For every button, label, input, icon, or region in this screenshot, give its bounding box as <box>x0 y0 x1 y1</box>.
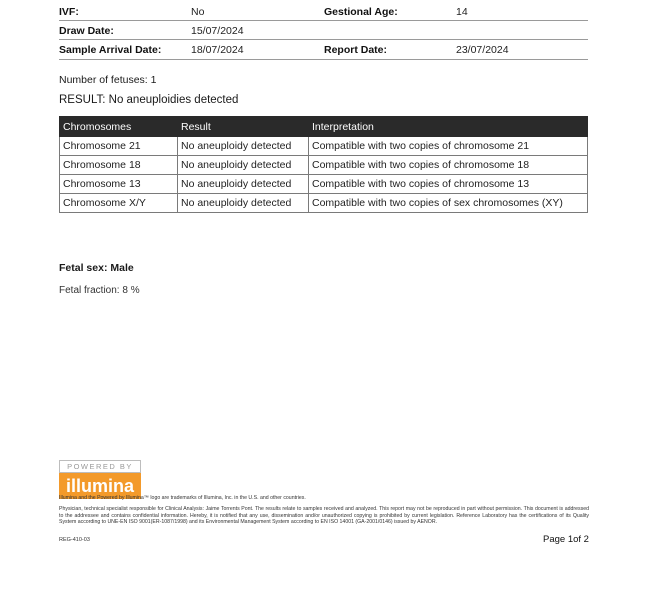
cell-result: No aneuploidy detected <box>178 175 309 194</box>
cell-chromosome: Chromosome X/Y <box>60 194 178 213</box>
illumina-wordmark: illumina <box>59 473 141 499</box>
column-header-interpretation: Interpretation <box>309 117 588 137</box>
powered-by-label: POWERED BY <box>59 460 141 473</box>
fetal-sex: Fetal sex: Male <box>59 262 134 274</box>
cell-chromosome: Chromosome 18 <box>60 156 178 175</box>
draw-date-label: Draw Date: <box>59 25 114 37</box>
page-number: Page 1of 2 <box>543 534 589 545</box>
report-date-value: 23/07/2024 <box>456 44 509 56</box>
draw-date-value: 15/07/2024 <box>191 25 244 37</box>
cell-result: No aneuploidy detected <box>178 137 309 156</box>
result-heading: RESULT: No aneuploidies detected <box>59 94 239 106</box>
sample-arrival-value: 18/07/2024 <box>191 44 244 56</box>
report-date-label: Report Date: <box>324 44 388 56</box>
cell-chromosome: Chromosome 21 <box>60 137 178 156</box>
fetuses-count: Number of fetuses: 1 <box>59 74 157 86</box>
cell-result: No aneuploidy detected <box>178 156 309 175</box>
sample-arrival-label: Sample Arrival Date: <box>59 44 162 56</box>
disclaimer: Physician, technical specialist responsible for Clinical Analysis: Jaime Torrents Pont. The results relate to samples received and analyzed. This report may not be reproduced in part without permission. This document is addressed to the addressee and contains confidential information. Hereby, it is notified that any use, dissemination and/or unauthorized copying is prohibited by current legislation. Reference Laboratory has the certifications of its Quality System according to UNE-EN ISO 9001(ER-1087/1998) and its Environmental Management System according to EN ISO 14001 (GA-2001/0146) issued by AENOR. <box>59 506 589 525</box>
cell-interpretation: Compatible with two copies of chromosome 13 <box>309 175 588 194</box>
trademark-note: Illumina and the Powered by Illumina™ logo are trademarks of Illumina, Inc. in the U.S. and other countries. <box>59 495 306 501</box>
cell-chromosome: Chromosome 13 <box>60 175 178 194</box>
gestational-age-value: 14 <box>456 6 468 18</box>
results-table <box>59 116 588 213</box>
cell-interpretation: Compatible with two copies of chromosome 21 <box>309 137 588 156</box>
divider <box>59 59 588 60</box>
divider <box>59 20 588 21</box>
column-header-chromosomes: Chromosomes <box>60 117 178 137</box>
divider <box>59 39 588 40</box>
ivf-label: IVF: <box>59 6 79 18</box>
table-row <box>60 156 588 175</box>
table-row <box>60 137 588 156</box>
fetal-fraction: Fetal fraction: 8 % <box>59 285 140 296</box>
cell-interpretation: Compatible with two copies of chromosome 18 <box>309 156 588 175</box>
table-row <box>60 175 588 194</box>
table-row <box>60 194 588 213</box>
gestational-age-label: Gestional Age: <box>324 6 398 18</box>
ivf-value: No <box>191 6 205 18</box>
cell-result: No aneuploidy detected <box>178 194 309 213</box>
cell-interpretation: Compatible with two copies of sex chromosomes (XY) <box>309 194 588 213</box>
form-code: REG-410-03 <box>59 537 90 543</box>
table-header-row <box>60 117 588 137</box>
column-header-result: Result <box>178 117 309 137</box>
